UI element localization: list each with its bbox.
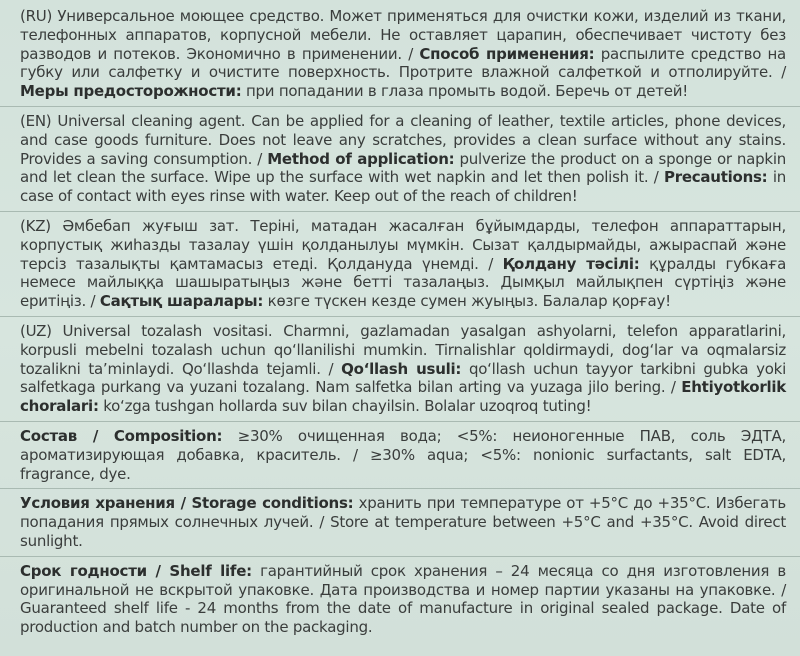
- uz-precautions-text: ko‘zga tushgan hollarda suv bilan chayilsin. Bolalar uzoqroq tuting!: [98, 397, 592, 416]
- kz-method-heading: Қолдану тәсілі:: [502, 254, 640, 273]
- section-storage: [20, 494, 786, 550]
- en-precautions-heading: Precautions:: [663, 168, 768, 187]
- divider: [0, 556, 800, 557]
- composition-text: [20, 427, 786, 483]
- shelf-life-text: [20, 562, 786, 637]
- storage-text: [20, 494, 786, 550]
- shelf-life-value: гарантийный срок хранения – 24 месяца со дня изготовления в оригинальной не вскрытой упаковке. Дата производства и номер партии указаны на упаковке. / Guaranteed shelf life - 24 months from the date of manufacture in original sealed package. Date of production and batch number on the packaging.: [20, 561, 786, 637]
- section-ru-text: [20, 7, 786, 101]
- section-kz-text: [20, 217, 786, 311]
- section-uz: [20, 322, 786, 416]
- divider: [0, 488, 800, 489]
- divider: [0, 421, 800, 422]
- storage-heading: Условия хранения / Storage conditions:: [20, 494, 354, 513]
- ru-description: (RU) Универсальное моющее средство. Может применяться для очистки кожи, изделий из ткани, телефонных аппаратов, корпусной мебели. Не оставляет царапин, обеспечивает чистоту без разводов и потеков. Экономично в применении. /: [20, 7, 786, 63]
- ru-method-heading: Способ применения:: [419, 44, 595, 63]
- en-method-text: pulverize the product on a sponge or napkin and let clean the surface. Wipe up the surface with wet napkin and let then polish it. /: [20, 149, 786, 187]
- kz-description: (KZ) Әмбебап жуғыш зат. Теріні, матадан жасалған бұйымдарды, телефон аппараттарын, корпустық жиһазды тазалау үшін қолданылуы мүмкін. Сызат қалдырмайды, ажыраспай және терсіз тазалықты қамтамасыз етеді. Қолдануда үнемді. /: [20, 216, 786, 273]
- section-shelf-life: [20, 562, 786, 637]
- divider: [0, 106, 800, 107]
- section-uz-text: [20, 322, 786, 416]
- uz-method-heading: Qo‘llash usuli:: [341, 359, 462, 378]
- uz-description: (UZ) Universal tozalash vositasi. Charmni, gazlamadan yasalgan ashyolarni, telefon apparatlarini, korpusli mebelni tozalash uchun qo‘llanilishi mumkin. Tirnalishlar qoldirmaydi, dog‘lar va oqmalarsiz tozalikni ta’minlaydi. Qo‘llashda tejamli. /: [20, 321, 786, 378]
- kz-precautions-text: көзге түскен кезде сумен жуыңыз. Балалар қорғау!: [263, 292, 671, 311]
- ru-method-text: распылите средство на губку или салфетку и очистите поверхность. Протрите влажной салфеткой и отполируйте. /: [20, 44, 787, 82]
- composition-value: ≥30% очищенная вода; <5%: неионогенные ПАВ, соль ЭДТА, ароматизирующая добавка, краситель. / ≥30% aqua; <5%: nonionic surfactants, salt EDTA, fragrance, dye.: [20, 426, 786, 483]
- kz-precautions-heading: Сақтық шаралары:: [99, 292, 264, 311]
- ru-precautions-heading: Меры предосторожности:: [20, 82, 242, 101]
- uz-method-text: qo‘llash uchun tayyor tarkibni gubka yoki salfetkaga purkang va yuzani tozalang. Nam salfetka bilan arting va yuzaga jilo bering. /: [20, 359, 786, 397]
- divider: [0, 211, 800, 212]
- section-en: [20, 112, 786, 206]
- section-en-text: [20, 112, 786, 206]
- en-precautions-text: in case of contact with eyes rinse with water. Keep out of the reach of children!: [20, 168, 786, 206]
- kz-method-text: құралды губкаға немесе майлыққа шашыратыңыз және бетті тазалаңыз. Дымқыл майлықпен сүртіңіз және еритіңіз. /: [20, 254, 787, 311]
- uz-precautions-heading: Ehtiyotkorlik choralari:: [20, 378, 786, 416]
- en-description: (EN) Universal cleaning agent. Can be applied for a cleaning of leather, textile articles, phone devices, and case goods furniture. Does not leave any scratches, provides a clean surface without any stains. Provides a saving consumption. /: [20, 111, 786, 168]
- section-composition: [20, 427, 786, 483]
- section-kz: [20, 217, 786, 311]
- ru-precautions-text: при попадании в глаза промыть водой. Беречь от детей!: [241, 82, 689, 101]
- section-ru: [20, 7, 786, 101]
- shelf-life-heading: Срок годности / Shelf life:: [20, 561, 252, 580]
- composition-heading: Состав / Composition:: [20, 426, 223, 445]
- storage-value: хранить при температуре от +5°С до +35°С. Избегать попадания прямых солнечных лучей. / Store at temperature between +5°С and +35°С. Avoid direct sunlight.: [20, 494, 786, 550]
- divider: [0, 316, 800, 317]
- en-method-heading: Method of application:: [267, 149, 455, 168]
